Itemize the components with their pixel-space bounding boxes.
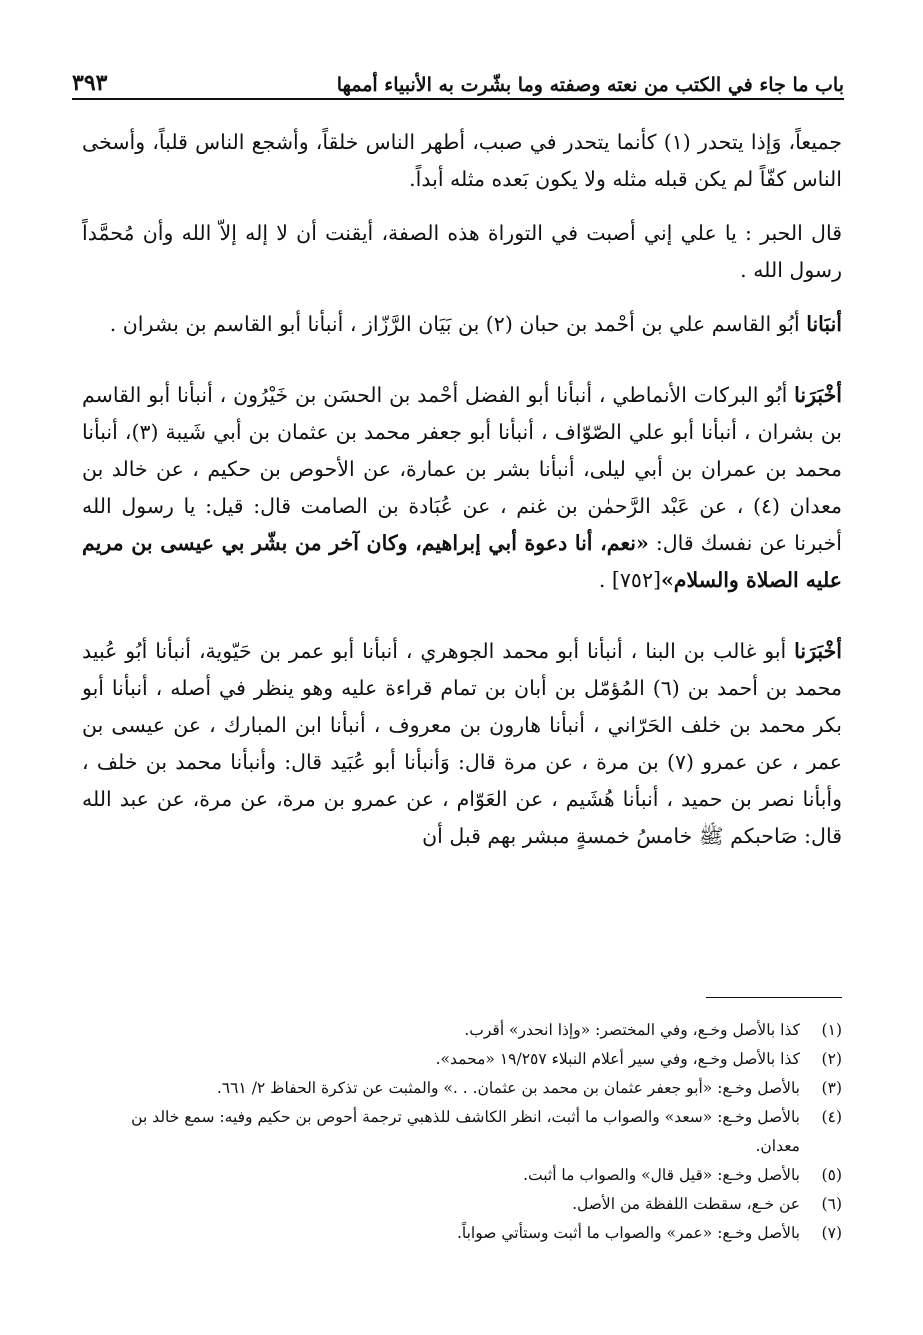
footnote-number: (٧): [821, 1224, 842, 1242]
footnote-number: (٢): [821, 1050, 842, 1068]
header-divider: [72, 98, 844, 100]
footnote-number: (٦): [821, 1195, 842, 1213]
paragraph-2: قال الحبر : يا علي إني أصبت في التوراة هذه الصفة، أيقنت أن لا إله إلاّ الله وأن مُحمَّداً رسول الله .: [82, 221, 842, 282]
footnote-text: كذا بالأصل وخـع، وفي سير أعلام النبلاء ١٩/٢٥٧ «محمد».: [435, 1050, 800, 1068]
running-header: [72, 56, 844, 96]
footnote-item: [82, 1190, 842, 1219]
footnote-text: بالأصل وخـع: «قيل قال» والصواب ما أثبت.: [523, 1166, 800, 1184]
footnote-text: كذا بالأصل وخـع، وفي المختصر: «وإذا انحدر» أقرب.: [464, 1021, 800, 1039]
chapter-title: باب ما جاء في الكتب من نعته وصفته وما بشّرت به الأنبياء أممها: [336, 74, 844, 96]
narration-lead: أخْبَرَنا: [794, 383, 842, 407]
footnote-text: عن خـع، سقطت اللفظة من الأصل.: [572, 1195, 800, 1213]
hadith-quote: «نعم، أنا دعوة أبي إبراهيم، وكان آخر من بشّر بي عيسى بن مريم عليه الصلاة والسلام»: [82, 531, 842, 592]
page-number: ٣٩٣: [72, 70, 108, 96]
paragraph-1: جميعاً، وَإذا يتحدر (١) كأنما يتحدر في صبب، أطهر الناس خلقاً، وأشجع الناس قلباً، وأسخى الناس كفّاً لم يكن قبله مثله ولا يكون بَعده مثله أبداً.: [82, 130, 843, 191]
paragraph-5-text: أبو غالب بن البنا ، أنبأنا أبو محمد الجوهري ، أنبأنا أبو عمر بن حَيّوية، أنبأنا أبُو عُبيد محمد بن أحمد بن (٦) المُؤمّل بن أبان بن تمام قراءة عليه وهو ينظر في أصله ، أنبأنا أبو بكر محمد بن خلف الحَرّاني ، أنبأنا هارون بن معروف ، أنبأنا ابن المبارك ، عن عيسى بن عمر ، عن عمرو (٧) بن مرة ، عن مرة قال: وَأنبأنا أبو عُبَيد قال: وأنبأنا محمد بن خلف ، وأبأنا نصر بن حميد ، أنبأنا هُشَيم ، عن العَوّام ، عن عمرو بن مرة، عن مرة، عن عبد الله قال: صَاحبكم ﷺ خامسُ خمسةٍ مبشر بهم قبل أن: [82, 639, 842, 848]
footnote-number: (٥): [821, 1166, 842, 1184]
footnote-text: بالأصل وخـع: «سعد» والصواب ما أثبت، انظر الكاشف للذهبي ترجمة أحوص بن حكيم وفيه: سمع خالد بن معدان.: [131, 1108, 800, 1155]
narration-lead: أنبَانا: [806, 312, 842, 336]
paragraph-3-text: أبُو القاسم علي بن أحْمد بن حبان (٢) بن بَيَان الرَّزّاز ، أنبأنا أبو القاسم بن بشران .: [109, 312, 800, 336]
footnote-item: [82, 1074, 842, 1103]
paragraph-5: [82, 633, 842, 855]
footnotes: [82, 1016, 842, 1248]
hadith-number: [٧٥٢] .: [598, 568, 661, 592]
footnote-item: [82, 1016, 842, 1045]
paragraph-4: [82, 377, 842, 599]
paragraph-4-text: أبُو البركات الأنماطي ، أنبأنا أبو الفضل أحْمد بن الحسَن بن خَيْرُون ، أنبأنا أبو القاسم بن بشران ، أنبأنا أبو علي الصّوّاف ، أنبأنا أبو جعفر محمد بن عثمان بن أبي شَيبة (٣)، أنبأنا محمد بن عمران بن أبي ليلى، أنبأنا بشر بن عمارة، عن الأحوص بن حكيم ، عن خالد بن معدان (٤) ، عن عَبْد الرَّحمٰن بن غنم ، عن عُبَادة بن الصامت قال: قيل: يا رسول الله أخبرنا عن نفسك قال:: [82, 383, 843, 555]
footnote-number: (٣): [821, 1079, 842, 1097]
footnote-divider: [706, 997, 842, 998]
footnote-number: (١): [821, 1021, 842, 1039]
paragraph-3: [82, 306, 842, 343]
main-text: [82, 124, 842, 872]
footnote-text: بالأصل وخـع: «عمر» والصواب ما أثبت وستأتي صواباً.: [456, 1224, 800, 1242]
footnote-item: [82, 1045, 842, 1074]
narration-lead: أخْبَرَنا: [794, 639, 842, 663]
footnote-text: بالأصل وخـع: «أبو جعفر عثمان بن محمد بن عثمان. . .» والمثبت عن تذكرة الحفاظ ٢/ ٦٦١.: [216, 1079, 800, 1097]
footnote-item: [82, 1103, 842, 1161]
footnote-number: (٤): [821, 1108, 842, 1126]
footnote-item: [82, 1161, 842, 1190]
footnote-item: [82, 1219, 842, 1248]
